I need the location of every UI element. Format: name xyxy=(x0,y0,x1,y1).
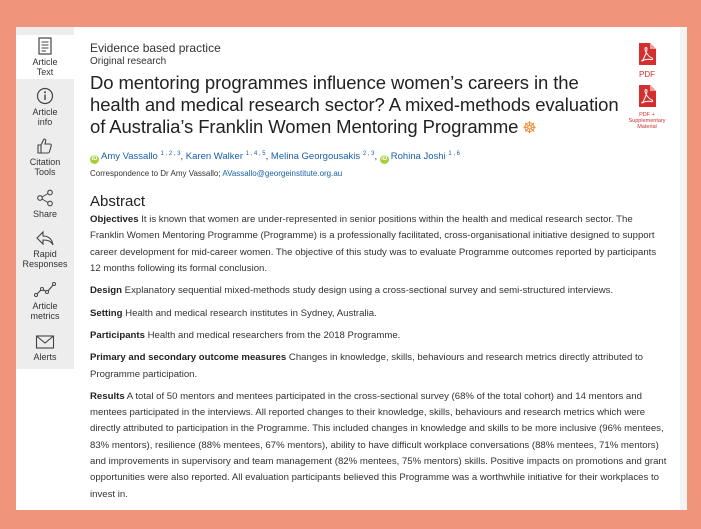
section-text: It is known that women are under-represented in senior positions within the health and medical research sector. The Franklin Women Mentoring Programme (Programme) is a professionally facilitated, cross-organisational initiative designed to support career development for mid-career women. The objective of this study was to evaluate Programme outcomes reported by participants 12 months following its formal conclusion. xyxy=(90,214,657,275)
share-icon xyxy=(36,189,54,207)
sidebar-item-label: Article xyxy=(32,57,58,67)
sidebar-item-label: Tools xyxy=(34,167,56,177)
author-link[interactable]: Melina Georgousakis xyxy=(270,151,361,163)
section-text: Health and medical researchers from the 2018 Programme. xyxy=(144,329,401,341)
section-label: Setting xyxy=(90,307,123,319)
sidebar-item-label: info xyxy=(37,117,53,127)
open-access-icon: ☸ xyxy=(522,120,537,137)
author-affiliation: 1 , 2 , 3 xyxy=(160,151,181,157)
author-affiliation: 2 , 3 xyxy=(362,151,375,157)
pdf-supplementary-download-button[interactable] xyxy=(627,85,667,130)
sidebar-item-label: Citation xyxy=(29,157,61,167)
author-link[interactable]: Amy Vassallo xyxy=(101,151,158,163)
section-text: Changes in knowledge, skills, behaviours and research metrics directly attributed to Programme participation. xyxy=(90,352,643,380)
article-title: Do mentoring programmes influence women’s careers in the health and medical research sector? A mixed-methods evaluation of Australia’s Franklin Women Mentoring Programme xyxy=(90,72,619,137)
info-icon xyxy=(36,87,54,105)
correspondence-email-link[interactable]: AVassallo@georgeinstitute.org.au xyxy=(222,169,343,179)
sidebar-item-rapid-responses[interactable] xyxy=(16,229,74,269)
abstract-setting xyxy=(90,306,667,322)
abstract-results xyxy=(90,389,667,503)
abstract-participants xyxy=(90,328,667,344)
section-label: Objectives xyxy=(90,214,139,226)
pdf-supp-sub2: Material xyxy=(637,124,657,130)
sidebar-item-article-text[interactable] xyxy=(16,35,74,79)
section-label: Primary and secondary outcome measures xyxy=(90,352,287,364)
sidebar-item-article-metrics[interactable] xyxy=(16,281,74,321)
sidebar-item-article-info[interactable] xyxy=(16,87,74,127)
scrollbar[interactable] xyxy=(680,27,687,510)
author-list: iD Amy Vassallo $^{1 , 2 , 3}$, Karen Walker $^{1 , 4 , 5}$, Melina Georgousakis $^{2 , 3}$, iD Rohina Joshi $^{1 , 6}$ xyxy=(91,151,461,163)
metrics-icon xyxy=(34,281,56,299)
abstract-objectives xyxy=(90,212,667,277)
sidebar-item-label: metrics xyxy=(30,311,60,321)
section-text: Health and medical research institutes in Sydney, Australia. xyxy=(122,307,377,319)
correspondence xyxy=(90,168,630,179)
sidebar-item-label: Article xyxy=(32,107,58,117)
author-affiliation: 1 , 4 , 5 xyxy=(245,151,266,157)
author-link[interactable]: Karen Walker xyxy=(185,151,243,163)
author-affiliation: 1 , 6 xyxy=(448,151,461,157)
correspondence-label: Correspondence to Dr Amy Vassallo; xyxy=(90,169,223,179)
sidebar-item-label: Rapid xyxy=(33,249,57,259)
article-frame xyxy=(16,27,687,510)
sidebar-item-label: Responses xyxy=(22,259,68,269)
thumbs-up-icon xyxy=(36,137,54,155)
section-text: Explanatory sequential mixed-methods study design using a cross-sectional survey and semi-structured interviews. xyxy=(122,285,614,297)
pdf-supp-sub1: Supplementary xyxy=(628,118,666,124)
section-label: Participants xyxy=(90,329,145,341)
reply-icon xyxy=(35,229,55,247)
section-text: A total of 50 mentors and mentees participated in the cross-sectional survey (68% of the total cohort) and 14 mentors and mentees participated in the interviews. All reported changes to their knowledge, skills, behaviours and research metrics which were directly attributed to participation in the Programme. This included changes in knowledge and skills to be more inclusive (96% mentees, 83% mentors), resilience (88% mentees, 67% mentors), ability to have difficult workplace conversations (88% mentees, 71% mentors) and improvements in supervisory and team management (82% mentees, 75% mentors) skills. Positive impacts on promotions and grant opportunities were also reported. All evaluation participants believed this Programme was a worthwhile initiative for their workplaces to invest in. xyxy=(90,390,667,500)
envelope-icon xyxy=(35,334,55,350)
sidebar-item-label: Share xyxy=(32,209,58,219)
pdf-icon xyxy=(637,43,657,65)
article-type: Original research xyxy=(90,56,167,67)
abstract-design xyxy=(90,283,667,299)
orcid-icon[interactable]: iD xyxy=(381,156,388,163)
sidebar-item-label: Article xyxy=(32,301,58,311)
pdf-supp-label: PDF + xyxy=(639,112,655,118)
sidebar-item-alerts[interactable] xyxy=(16,334,74,362)
abstract-heading: Abstract xyxy=(90,193,146,211)
section-label: Design xyxy=(90,285,122,297)
section-label: Results xyxy=(90,390,125,402)
pdf-download-button[interactable] xyxy=(627,43,667,79)
sidebar-item-citation-tools[interactable] xyxy=(16,137,74,177)
abstract-outcome-measures xyxy=(90,350,667,383)
pdf-label: PDF xyxy=(639,70,655,79)
author-link[interactable]: Rohina Joshi xyxy=(390,151,446,163)
article-section: Evidence based practice xyxy=(90,41,221,55)
page-title xyxy=(90,72,630,140)
sidebar-item-label: Text xyxy=(36,67,54,77)
document-icon xyxy=(38,37,52,55)
article-sidebar xyxy=(16,27,74,369)
pdf-icon xyxy=(637,85,657,107)
orcid-icon[interactable]: iD xyxy=(91,156,98,163)
sidebar-item-label: Alerts xyxy=(33,352,57,362)
sidebar-item-share[interactable] xyxy=(16,189,74,219)
